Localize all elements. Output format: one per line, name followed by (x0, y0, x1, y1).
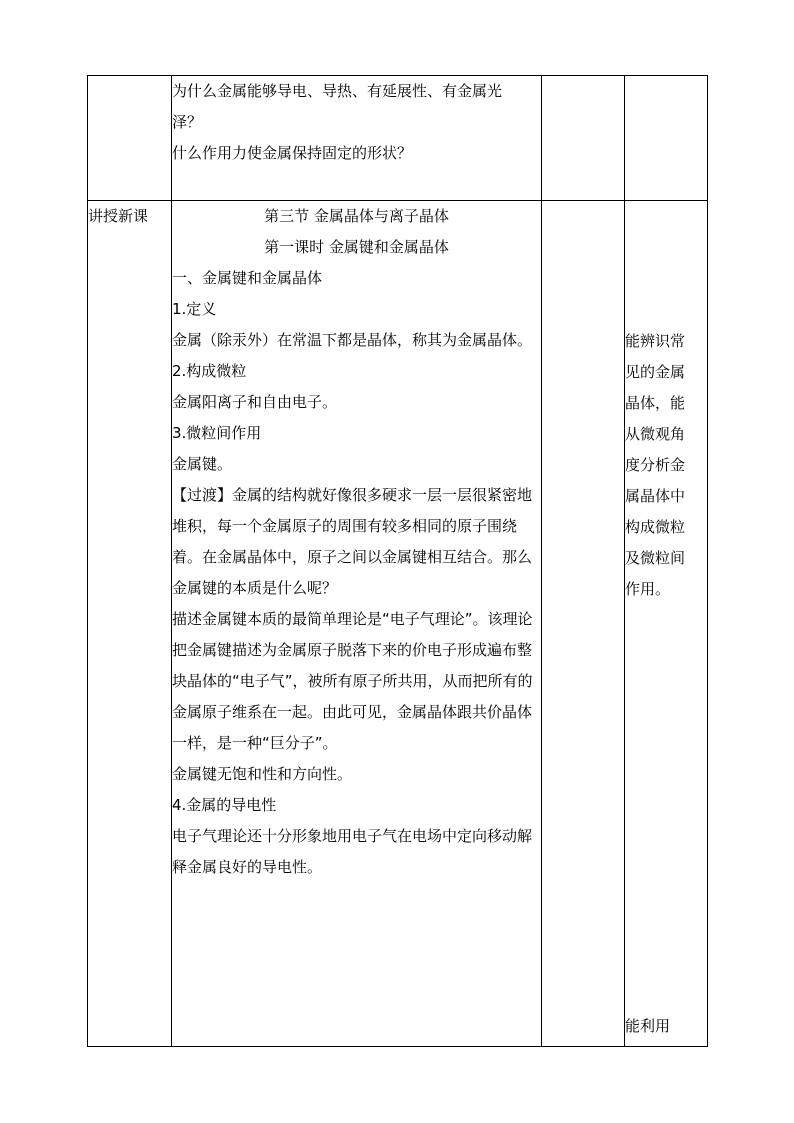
goal-line: 晶体，能 (625, 394, 686, 412)
row2-goal-cell (625, 201, 708, 1047)
activity-label: 讲授新课 (88, 207, 149, 225)
definition-heading: 1.定义 (172, 300, 217, 318)
row1-goal-cell (625, 76, 708, 201)
question-line-1: 为什么金属能够导电、导热、有延展性、有金属光 (172, 82, 503, 100)
goal-line: 从微观角 (625, 425, 686, 443)
row2-content-cell (172, 201, 542, 1047)
goal-bottom-line: 能利用 (625, 1017, 671, 1035)
goal-line: 属晶体中 (625, 487, 686, 505)
goal-line: 构成微粒 (625, 518, 686, 536)
goal-line: 度分析金 (625, 456, 686, 474)
row1-content-cell (172, 76, 542, 201)
interaction-heading: 3.微粒间作用 (172, 424, 262, 442)
goal-line: 及微粒间 (625, 549, 686, 567)
row1-activity-cell (88, 76, 172, 201)
goal-line: 能辨识常 (625, 332, 686, 350)
question-line-3: 什么作用力使金属保持固定的形状？ (172, 144, 413, 162)
goal-line: 作用。 (625, 580, 671, 598)
row1-student-cell (542, 76, 625, 201)
table-row (88, 76, 708, 201)
table-row (88, 201, 708, 1047)
definition-body: 金属（除汞外）在常温下都是晶体，称其为金属晶体。 (172, 331, 533, 349)
particles-heading: 2.构成微粒 (172, 362, 247, 380)
conductivity-body: 电子气理论还十分形象地用电子气在电场中定向移动解释金属良好的导电性。 (172, 827, 533, 876)
conductivity-heading: 4.金属的导电性 (172, 796, 277, 814)
heading-metal-bond: 一、金属键和金属晶体 (172, 269, 323, 287)
question-line-2: 泽？ (172, 113, 203, 131)
transition-paragraph: 【过渡】金属的结构就好像很多硬求一层一层很紧密地堆积，每一个金属原子的周围有较多相同的原子围绕着。在金属晶体中，原子之间以金属键相互结合。那么金属键的本质是什么呢？ (172, 486, 533, 597)
theory-paragraph: 描述金属键本质的最简单理论是“电子气理论”。该理论把金属键描述为金属原子脱落下来的价电子形成遍布整块晶体的“电子气”，被所有原子所共用，从而把所有的金属原子维系在一起。由此可见，金属晶体跟共价晶体一样，是一种“巨分子”。 (172, 610, 533, 752)
no-saturation-line: 金属键无饱和性和方向性。 (172, 765, 353, 783)
row2-activity-cell (88, 201, 172, 1047)
lesson-title: 第一课时 金属键和金属晶体 (264, 238, 449, 256)
particles-body: 金属阳离子和自由电子。 (172, 393, 338, 411)
goal-line: 见的金属 (625, 363, 686, 381)
section-title: 第三节 金属晶体与离子晶体 (264, 207, 449, 225)
lesson-plan-table (87, 75, 708, 1047)
interaction-body: 金属键。 (172, 455, 233, 473)
row2-student-cell (542, 201, 625, 1047)
